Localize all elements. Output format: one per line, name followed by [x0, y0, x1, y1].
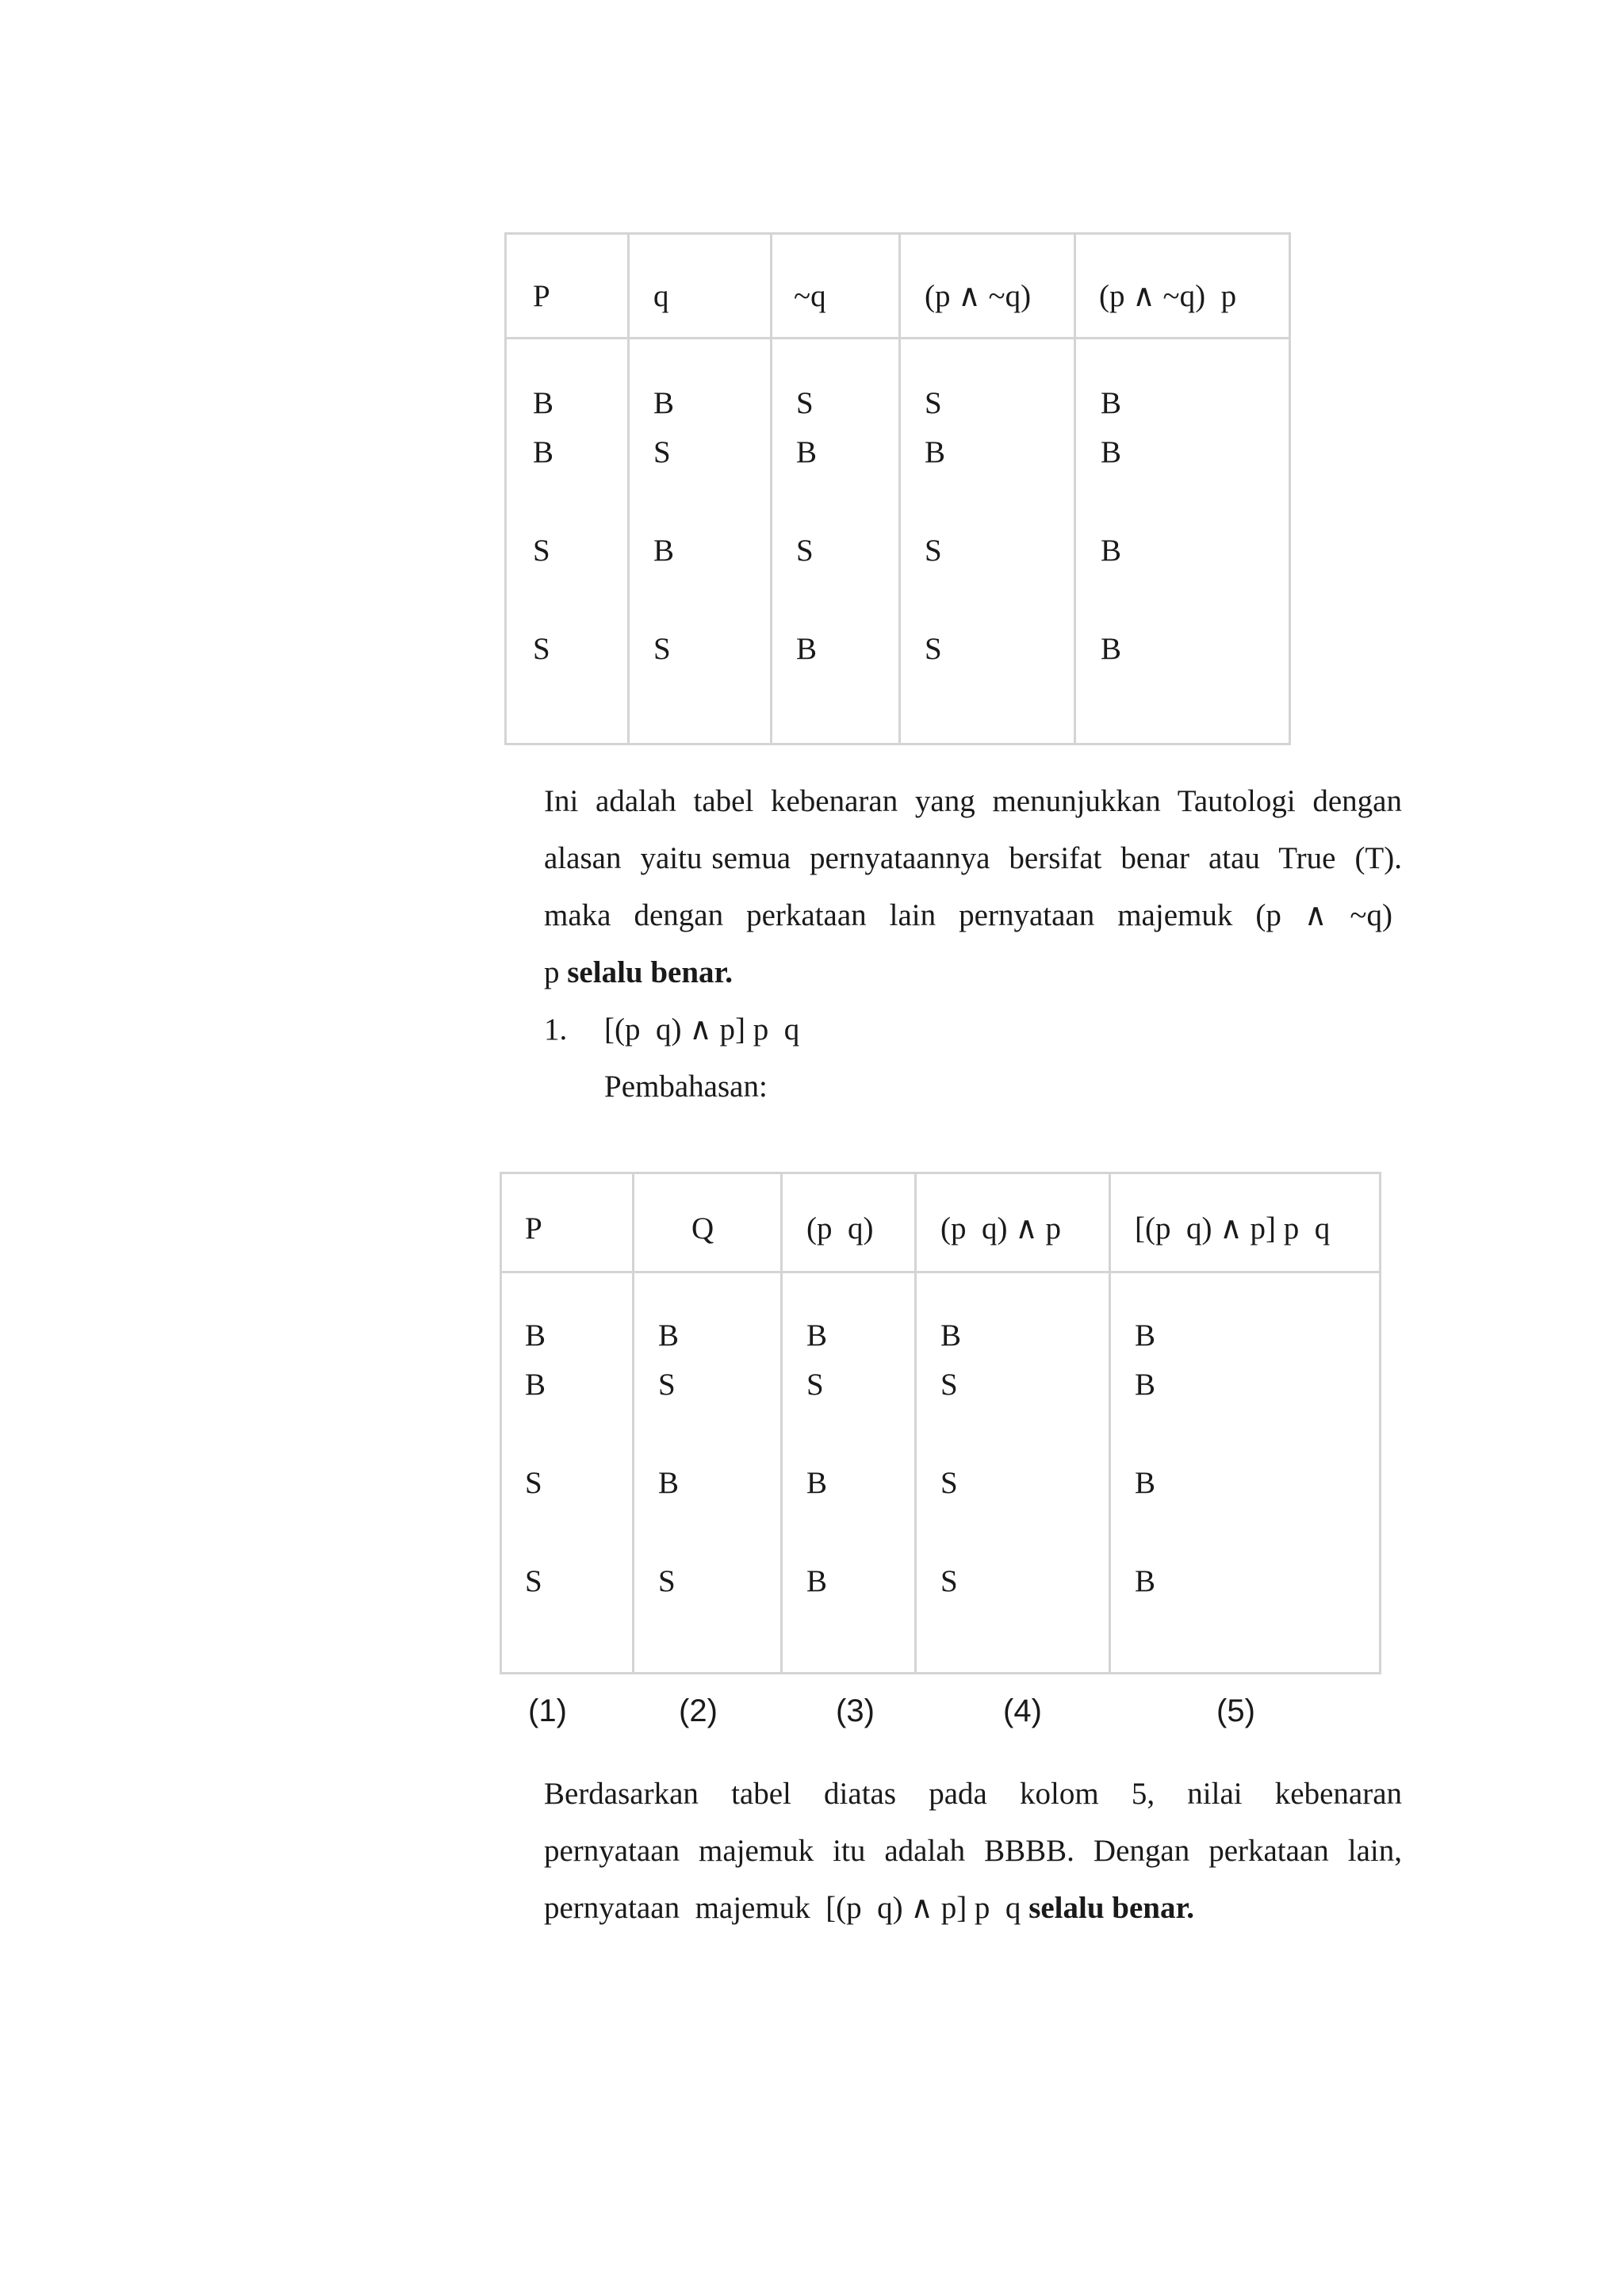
table2-col-border	[500, 1172, 502, 1674]
table1-cell: B	[796, 632, 818, 666]
table2-cell: S	[525, 1564, 542, 1598]
column-number: (4)	[1003, 1693, 1042, 1728]
paragraph-line	[544, 955, 1402, 990]
table2-header-cell: (p q) ∧ p	[940, 1211, 1062, 1246]
table1-cell: B	[796, 435, 818, 469]
table2-cell: S	[806, 1368, 824, 1402]
column-number: (3)	[836, 1693, 875, 1728]
table2-cell: S	[658, 1564, 676, 1598]
table2-cell: B	[806, 1564, 828, 1598]
paragraph-line: Ini adalah tabel kebenaran yang menunjukkan Tautologi dengan	[544, 784, 1402, 818]
table1-cell: B	[1101, 386, 1122, 420]
table2-cell: S	[525, 1466, 542, 1500]
table1-cell: B	[1101, 632, 1122, 666]
table1-col-border	[898, 232, 901, 745]
table2-cell: B	[1135, 1318, 1156, 1353]
table2-header-cell: P	[525, 1211, 542, 1246]
paragraph-line: alasan yaitu semua pernyataannya bersifat benar atau True (T).	[544, 841, 1402, 875]
table2-cell: S	[940, 1466, 958, 1500]
paragraph-line: Berdasarkan tabel diatas pada kolom 5, nilai kebenaran	[544, 1777, 1402, 1811]
table2-cell: B	[1135, 1368, 1156, 1402]
table1-cell: S	[533, 534, 550, 568]
emphasis-text: selalu benar.	[1028, 1891, 1194, 1925]
table1-cell: S	[925, 534, 942, 568]
table2-cell: B	[658, 1466, 680, 1500]
table2-col-border	[914, 1172, 917, 1674]
table1-cell: S	[533, 632, 550, 666]
table1-top-border	[504, 232, 1291, 235]
table1-col-border	[627, 232, 630, 745]
table2-cell: S	[940, 1368, 958, 1402]
table1-header-border	[504, 337, 1291, 339]
table2-header-cell: [(p q) ∧ p] p q	[1135, 1211, 1331, 1246]
paragraph-text: p	[544, 955, 568, 989]
table2-cell: B	[1135, 1466, 1156, 1500]
table1-cell: B	[925, 435, 946, 469]
list-item-expression: [(p q) ∧ p] p q	[604, 1012, 800, 1047]
table2-col-border	[1379, 1172, 1381, 1674]
table1-header-cell: P	[533, 279, 550, 313]
table2-cell: B	[525, 1318, 546, 1353]
table1-col-border	[770, 232, 772, 745]
table2-header-cell: Q	[691, 1211, 714, 1246]
table2-cell: B	[806, 1466, 828, 1500]
column-number: (1)	[528, 1693, 567, 1728]
table2-cell: B	[658, 1318, 680, 1353]
table2-cell: B	[1135, 1564, 1156, 1598]
column-number: (2)	[679, 1693, 718, 1728]
table1-bottom-border	[504, 743, 1291, 745]
table1-cell: B	[1101, 534, 1122, 568]
table1-header-cell: q	[653, 279, 669, 313]
paragraph-line: maka dengan perkataan lain pernyataan majemuk (p ∧ ~q)	[544, 898, 1392, 932]
table1-cell: B	[533, 435, 554, 469]
table1-header-cell: (p ∧ ~q) p	[1099, 279, 1237, 313]
paragraph-line	[544, 1890, 1402, 1926]
table2-header-cell: (p q)	[806, 1211, 874, 1246]
table1-cell: S	[796, 534, 814, 568]
table2-cell: B	[806, 1318, 828, 1353]
table2-cell: S	[658, 1368, 676, 1402]
paragraph-text: pernyataan majemuk [(p q) ∧ p] p q	[544, 1891, 1029, 1925]
table2-col-border	[1109, 1172, 1111, 1674]
table1-cell: B	[533, 386, 554, 420]
table1-cell: S	[925, 386, 942, 420]
table1-header-cell: ~q	[794, 279, 826, 313]
column-number: (5)	[1216, 1693, 1255, 1728]
table1-cell: B	[653, 534, 675, 568]
table1-cell: S	[796, 386, 814, 420]
table1-cell: B	[1101, 435, 1122, 469]
paragraph-line: pernyataan majemuk itu adalah BBBB. Dengan perkataan lain,	[544, 1834, 1402, 1868]
table1-cell: S	[653, 435, 671, 469]
table1-col-border	[504, 232, 507, 745]
table2-cell: S	[940, 1564, 958, 1598]
table2-col-border	[780, 1172, 783, 1674]
table1-col-border	[1289, 232, 1291, 745]
table1-cell: S	[925, 632, 942, 666]
table1-cell: B	[653, 386, 675, 420]
table1-header-cell: (p ∧ ~q)	[925, 279, 1032, 313]
list-item-number: 1.	[544, 1012, 568, 1047]
table1-cell: S	[653, 632, 671, 666]
table2-col-border	[632, 1172, 634, 1674]
table1-col-border	[1074, 232, 1076, 745]
emphasis-text: selalu benar.	[567, 955, 733, 989]
discussion-label: Pembahasan:	[604, 1070, 768, 1104]
table2-cell: B	[940, 1318, 962, 1353]
table2-cell: B	[525, 1368, 546, 1402]
